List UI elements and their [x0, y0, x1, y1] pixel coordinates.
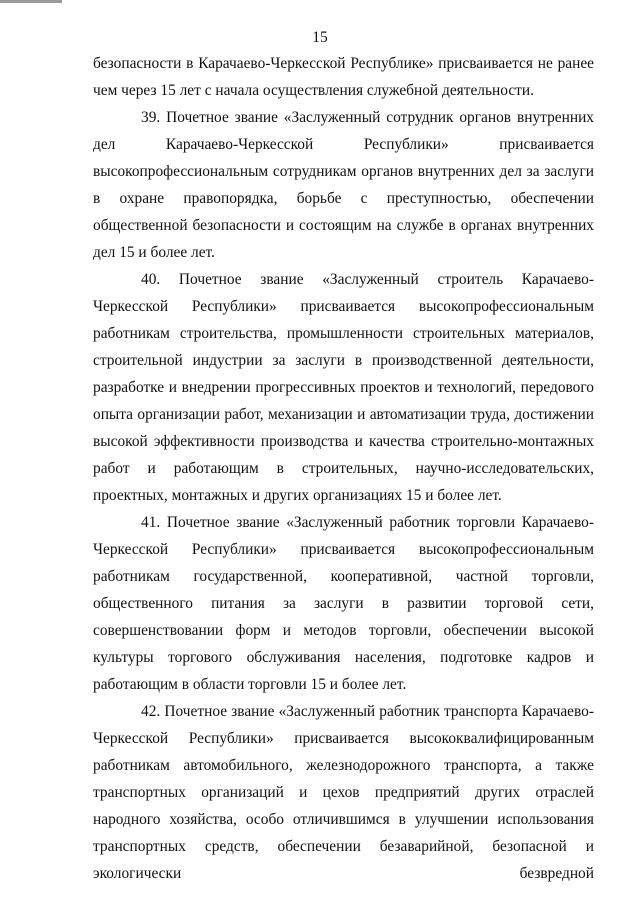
paragraph-41: 41. Почетное звание «Заслуженный работник торговли Карачаево-Черкесской Республики» присваивается высокопрофессиональным работникам государственной, кооперативной, частной торговли, общественного питания за заслуги в развитии торговой сети, совершенствовании форм и методов торговли, обеспечении высокой культуры торгового обслуживания населения, подготовке кадров и работающим в области торговли 15 и более лет. [93, 514, 594, 693]
document-body [93, 50, 594, 887]
paragraph-40: 40. Почетное звание «Заслуженный строитель Карачаево-Черкесской Республики» присваивается высокопрофессиональным работникам строительства, промышленности строительных материалов, строительной индустрии за заслуги в производственной деятельности, разработке и внедрении прогрессивных проектов и технологий, передового опыта организации работ, механизации и автоматизации труда, достижении высокой эффективности производства и качества строительно-монтажных работ и работающим в строительных, научно-исследовательских, проектных, монтажных и других организациях 15 и более лет. [93, 271, 594, 504]
paragraph-42: 42. Почетное звание «Заслуженный работник транспорта Карачаево-Черкесской Республики» присваивается высококвалифицированным работникам автомобильного, железнодорожного транспорта, а также транспортных организаций и цехов предприятий других отраслей народного хозяйства, особо отличившимся в улучшении использования транспортных средств, обеспечении безаварийной, безопасной и экологически безвредной [93, 703, 594, 882]
scan-edge-mark [0, 0, 62, 3]
paragraph-39: 39. Почетное звание «Заслуженный сотрудник органов внутренних дел Карачаево-Черкесской Республики» присваивается высокопрофессиональным сотрудникам органов внутренних дел за заслуги в охране правопорядка, борьбе с преступностью, обеспечении общественной безопасности и состоящим на службе в органах внутренних дел 15 и более лет. [93, 109, 594, 261]
paragraph-continuation: безопасности в Карачаево-Черкесской Республике» присваивается не ранее чем через 15 лет с начала осуществления служебной деятельности. [93, 55, 594, 99]
page-number: 15 [312, 29, 328, 46]
